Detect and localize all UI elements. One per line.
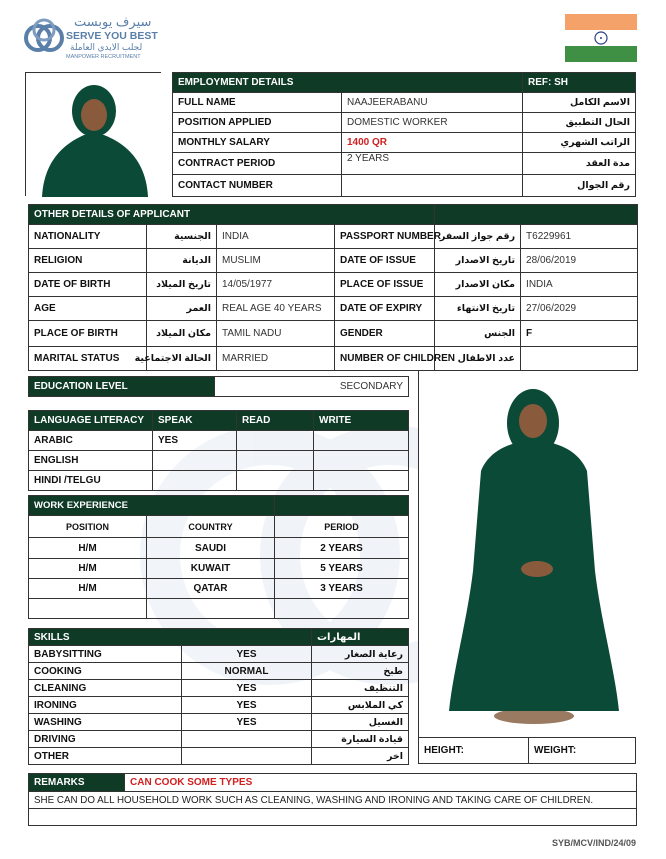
read-value <box>237 431 314 451</box>
skill-name: DRIVING <box>29 731 182 748</box>
work-period <box>275 599 409 619</box>
table-row <box>29 538 409 559</box>
skill-arabic: رعاية الصغار <box>312 646 409 663</box>
work-country: QATAR <box>147 579 275 599</box>
position-applied-label: POSITION APPLIED <box>173 113 342 133</box>
table-row <box>29 748 409 765</box>
reference-label: REF: SH <box>523 73 636 93</box>
company-logo <box>22 14 182 64</box>
marital-status-arabic: الحالة الاجتماعية <box>147 347 217 371</box>
monthly-salary-label: MONTHLY SALARY <box>173 133 342 153</box>
logo-arabic: سيرف يوبست <box>74 14 152 29</box>
date-of-birth-value: 14/05/1977 <box>217 273 335 297</box>
skill-name: CLEANING <box>29 680 182 697</box>
read-header: READ <box>237 411 314 431</box>
skill-value <box>182 748 312 765</box>
table-row <box>29 680 409 697</box>
skill-name: BABYSITTING <box>29 646 182 663</box>
read-value <box>237 471 314 491</box>
skill-arabic: قيادة السيارة <box>312 731 409 748</box>
education-level-label: EDUCATION LEVEL <box>29 377 215 397</box>
table-row <box>29 663 409 680</box>
work-position: H/M <box>29 579 147 599</box>
skill-value: YES <box>182 697 312 714</box>
speak-header: SPEAK <box>153 411 237 431</box>
work-country <box>147 599 275 619</box>
number-of-children-arabic: عدد الاطفال <box>435 347 521 371</box>
date-of-issue-label: DATE OF ISSUE <box>335 249 435 273</box>
marital-status-value: MARRIED <box>217 347 335 371</box>
skill-value: YES <box>182 714 312 731</box>
place-of-issue-arabic: مكان الاصدار <box>435 273 521 297</box>
table-row <box>29 599 409 619</box>
table-row <box>29 471 409 491</box>
work-country: SAUDI <box>147 538 275 559</box>
speak-value: YES <box>153 431 237 451</box>
country-header: COUNTRY <box>147 516 275 538</box>
remarks-table <box>28 773 637 826</box>
work-position: H/M <box>29 538 147 559</box>
employment-details-table <box>172 72 636 197</box>
full-name-value: NAAJEERABANU <box>342 93 523 113</box>
passport-number-value: T6229961 <box>521 225 638 249</box>
monthly-salary-value: 1400 QR <box>342 133 523 153</box>
table-row <box>29 731 409 748</box>
age-arabic: العمر <box>147 297 217 321</box>
work-experience-table <box>28 495 409 619</box>
logo-name: SERVE YOU BEST <box>66 30 158 42</box>
india-flag-icon <box>565 14 637 62</box>
place-of-birth-label: PLACE OF BIRTH <box>29 321 147 347</box>
date-of-birth-label: DATE OF BIRTH <box>29 273 147 297</box>
number-of-children-value <box>521 347 638 371</box>
contract-period-arabic: مدة العقد <box>523 153 636 175</box>
full-name-arabic: الاسم الكامل <box>523 93 636 113</box>
language-name: ENGLISH <box>29 451 153 471</box>
skill-arabic: كي الملابس <box>312 697 409 714</box>
table-row <box>29 697 409 714</box>
date-of-issue-value: 28/06/2019 <box>521 249 638 273</box>
work-period: 5 YEARS <box>275 559 409 579</box>
position-header: POSITION <box>29 516 147 538</box>
gender-label: GENDER <box>335 321 435 347</box>
contract-period-value: 2 YEARS <box>342 153 523 175</box>
work-position <box>29 599 147 619</box>
position-applied-arabic: الحال التطبيق <box>523 113 636 133</box>
nationality-label: NATIONALITY <box>29 225 147 249</box>
age-value: REAL AGE 40 YEARS <box>217 297 335 321</box>
logo-rings-icon <box>22 16 66 60</box>
other-details-title: OTHER DETAILS OF APPLICANT <box>29 205 435 225</box>
religion-arabic: الديانة <box>147 249 217 273</box>
skill-value: YES <box>182 680 312 697</box>
full-name-label: FULL NAME <box>173 93 342 113</box>
contact-number-label: CONTACT NUMBER <box>173 175 342 197</box>
work-country: KUWAIT <box>147 559 275 579</box>
nationality-arabic: الجنسية <box>147 225 217 249</box>
read-value <box>237 451 314 471</box>
employment-details-title: EMPLOYMENT DETAILS <box>173 73 523 93</box>
date-of-issue-arabic: تاريخ الاصدار <box>435 249 521 273</box>
logo-subtitle: MANPOWER RECRUITMENT <box>66 54 141 60</box>
table-row <box>29 431 409 451</box>
gender-value: F <box>521 321 638 347</box>
language-table <box>28 410 409 491</box>
date-of-expiry-arabic: تاريخ الانتهاء <box>435 297 521 321</box>
contact-number-value <box>342 175 523 197</box>
skills-title: SKILLS <box>29 629 312 646</box>
passport-number-label: PASSPORT NUMBER <box>335 225 435 249</box>
logo-tagline-arabic: لجلب الايدي العاملة <box>70 42 143 52</box>
table-row <box>29 646 409 663</box>
speak-value <box>153 471 237 491</box>
skills-title-arabic: المهارات <box>312 629 409 646</box>
monthly-salary-arabic: الراتب الشهري <box>523 133 636 153</box>
applicant-portrait-photo <box>25 72 161 196</box>
skill-value: NORMAL <box>182 663 312 680</box>
place-of-issue-label: PLACE OF ISSUE <box>335 273 435 297</box>
place-of-birth-arabic: مكان الميلاد <box>147 321 217 347</box>
religion-value: MUSLIM <box>217 249 335 273</box>
write-value <box>314 451 409 471</box>
position-applied-value: DOMESTIC WORKER <box>342 113 523 133</box>
education-level-value: SECONDARY <box>215 377 409 397</box>
work-period: 2 YEARS <box>275 538 409 559</box>
skill-value <box>182 731 312 748</box>
language-literacy-header: LANGUAGE LITERACY <box>29 411 153 431</box>
skills-table <box>28 628 409 765</box>
skill-arabic: التنظيف <box>312 680 409 697</box>
other-details-table <box>28 204 638 371</box>
table-row <box>29 714 409 731</box>
work-experience-title: WORK EXPERIENCE <box>29 496 275 516</box>
contract-period-label: CONTRACT PERIOD <box>173 153 342 175</box>
gender-arabic: الجنس <box>435 321 521 347</box>
remarks-label: REMARKS <box>29 774 125 792</box>
document-code: SYB/MCV/IND/24/09 <box>551 838 636 848</box>
speak-value <box>153 451 237 471</box>
remarks-text: SHE CAN DO ALL HOUSEHOLD WORK SUCH AS CLEANING, WASHING AND IRONING AND TAKING CARE OF CHILDREN. <box>29 792 637 809</box>
marital-status-label: MARITAL STATUS <box>29 347 147 371</box>
date-of-expiry-label: DATE OF EXPIRY <box>335 297 435 321</box>
height-weight-table <box>418 737 636 764</box>
skill-arabic: اخر <box>312 748 409 765</box>
date-of-expiry-value: 27/06/2029 <box>521 297 638 321</box>
write-value <box>314 471 409 491</box>
remarks-highlight: CAN COOK SOME TYPES <box>125 774 637 792</box>
skill-arabic: طبخ <box>312 663 409 680</box>
period-header: PERIOD <box>275 516 409 538</box>
write-header: WRITE <box>314 411 409 431</box>
skill-name: COOKING <box>29 663 182 680</box>
work-period: 3 YEARS <box>275 579 409 599</box>
language-name: ARABIC <box>29 431 153 451</box>
place-of-issue-value: INDIA <box>521 273 638 297</box>
nationality-value: INDIA <box>217 225 335 249</box>
skill-value: YES <box>182 646 312 663</box>
height-label: HEIGHT: <box>419 738 529 764</box>
place-of-birth-value: TAMIL NADU <box>217 321 335 347</box>
work-position: H/M <box>29 559 147 579</box>
skill-name: OTHER <box>29 748 182 765</box>
skill-name: WASHING <box>29 714 182 731</box>
date-of-birth-arabic: تاريخ الميلاد <box>147 273 217 297</box>
age-label: AGE <box>29 297 147 321</box>
applicant-full-body-photo <box>418 370 635 737</box>
table-row <box>29 579 409 599</box>
write-value <box>314 431 409 451</box>
table-row <box>29 559 409 579</box>
weight-label: WEIGHT: <box>529 738 636 764</box>
education-table <box>28 376 409 397</box>
contact-number-arabic: رقم الجوال <box>523 175 636 197</box>
skill-name: IRONING <box>29 697 182 714</box>
skill-arabic: الغسيل <box>312 714 409 731</box>
religion-label: RELIGION <box>29 249 147 273</box>
table-row <box>29 451 409 471</box>
language-name: HINDI /TELGU <box>29 471 153 491</box>
number-of-children-label: NUMBER OF CHILDREN <box>335 347 435 371</box>
passport-number-arabic: رقم جواز السفر <box>435 225 521 249</box>
